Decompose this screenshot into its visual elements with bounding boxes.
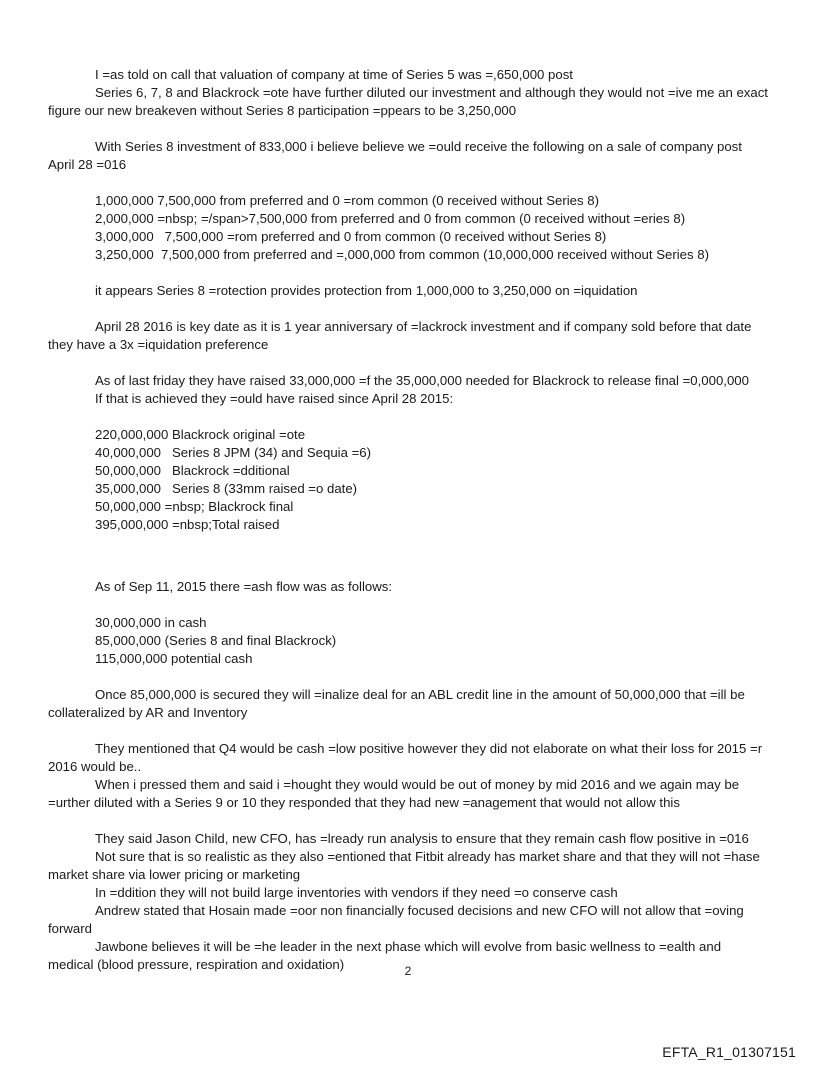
list-item: 3,250,000 7,500,000 from preferred and =,000,000 from common (10,000,000 received without Series 8): [95, 247, 709, 262]
paragraph: In =ddition they will not build large inventories with vendors if they need =o conserve cash: [95, 885, 618, 900]
paragraph: If that is achieved they =ould have raised since April 28 2015:: [95, 391, 454, 406]
list-item: 3,000,000 7,500,000 =rom preferred and 0 from common (0 received without Series 8): [95, 229, 607, 244]
list-item: 2,000,000 =nbsp; =/span>7,500,000 from preferred and 0 from common (0 received without =eries 8): [95, 211, 686, 226]
list-item: 85,000,000 (Series 8 and final Blackrock): [95, 633, 337, 648]
list-item: 50,000,000 =nbsp; Blackrock final: [95, 499, 294, 514]
paragraph: Series 6, 7, 8 and Blackrock =ote have further diluted our investment and although they would not =ive me an exact figure our new breakeven without Series 8 participation =ppears to be 3,250,000: [48, 85, 768, 118]
page-number: 2: [404, 964, 412, 978]
paragraph: Once 85,000,000 is secured they will =inalize deal for an ABL credit line in the amount of 50,000,000 that =ill be collateralized by AR and Inventory: [48, 687, 745, 720]
paragraph: When i pressed them and said i =hought they would would be out of money by mid 2016 and we again may be =urther diluted with a Series 9 or 10 they responded that they had new =anagement that would not allow this: [48, 777, 740, 810]
list-item: 395,000,000 =nbsp;Total raised: [95, 517, 280, 532]
paragraph: Not sure that is so realistic as they also =entioned that Fitbit already has market share and that they will not =hase market share via lower pricing or marketing: [48, 849, 760, 882]
raised-funds-list: [48, 426, 768, 534]
list-item: 50,000,000 Blackrock =dditional: [95, 463, 290, 478]
list-item: 1,000,000 7,500,000 from preferred and 0 =rom common (0 received without Series 8): [95, 193, 599, 208]
paragraph: Andrew stated that Hosain made =oor non financially focused decisions and new CFO will not allow that =oving forward: [48, 903, 744, 936]
paragraph: Jawbone believes it will be =he leader in the next phase which will evolve from basic wellness to =ealth and medical (blood pressure, respiration and oxidation): [48, 939, 722, 972]
paragraph: I =as told on call that valuation of company at time of Series 5 was =,650,000 post: [95, 67, 573, 82]
list-item: 30,000,000 in cash: [95, 615, 207, 630]
paragraph: April 28 2016 is key date as it is 1 year anniversary of =lackrock investment and if company sold before that date they have a 3x =iquidation preference: [48, 319, 752, 352]
list-item: 115,000,000 potential cash: [95, 651, 253, 666]
paragraph: it appears Series 8 =rotection provides protection from 1,000,000 to 3,250,000 on =iquidation: [95, 283, 638, 298]
paragraph: As of last friday they have raised 33,000,000 =f the 35,000,000 needed for Blackrock to release final =0,000,000: [95, 373, 749, 388]
document-body: [48, 66, 768, 974]
paragraph: As of Sep 11, 2015 there =ash flow was as follows:: [95, 579, 393, 594]
document-id: EFTA_R1_01307151: [662, 1044, 796, 1060]
paragraph: With Series 8 investment of 833,000 i believe believe we =ould receive the following on a sale of company post April 28 =016: [48, 139, 742, 172]
list-item: 220,000,000 Blackrock original =ote: [95, 427, 306, 442]
paragraph: They said Jason Child, new CFO, has =lready run analysis to ensure that they remain cash flow positive in =016: [95, 831, 749, 846]
list-item: 35,000,000 Series 8 (33mm raised =o date): [95, 481, 358, 496]
paragraph: They mentioned that Q4 would be cash =low positive however they did not elaborate on what their loss for 2015 =r 2016 would be..: [48, 741, 763, 774]
sale-scenarios-list: [48, 192, 768, 264]
list-item: 40,000,000 Series 8 JPM (34) and Sequia =6): [95, 445, 372, 460]
cash-flow-list: [48, 614, 768, 668]
